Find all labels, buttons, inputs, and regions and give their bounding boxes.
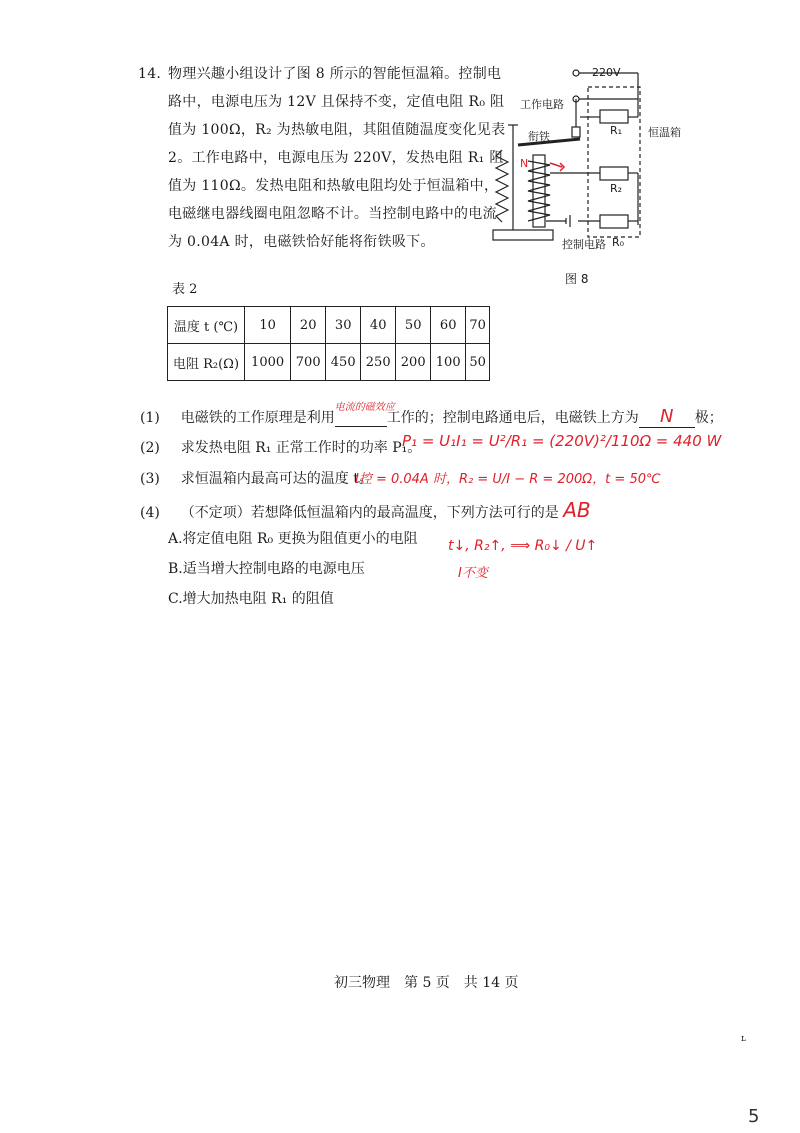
- sub-question-1: [140, 402, 723, 428]
- table-cell: 1000: [245, 344, 291, 381]
- sub-question-2: [140, 437, 421, 457]
- table-row: [168, 344, 490, 381]
- handwritten-answer: AB: [563, 498, 591, 522]
- table-row: [168, 307, 490, 344]
- resistance-table: [167, 306, 490, 381]
- table-cell: 60: [431, 307, 466, 344]
- handwritten-answer: P₁ = U₁I₁ = U²/R₁ = (220V)²/110Ω = 440 W: [402, 432, 722, 450]
- answer-blank: [639, 406, 695, 428]
- table-cell: 100: [431, 344, 466, 381]
- box-label: 恒温箱: [648, 126, 681, 139]
- control-circuit-label: 控制电路: [562, 238, 606, 251]
- page-corner-number: 5: [748, 1106, 760, 1127]
- table-cell: 200: [396, 344, 431, 381]
- question-number: 14.: [138, 66, 162, 82]
- option-a: A.将定值电阻 R₀ 更换为阻值更小的电阻: [168, 531, 418, 547]
- table-cell: 700: [291, 344, 326, 381]
- stem-line: 路中，电源电压为 12V 且保持不变，定值电阻 R₀ 阻: [168, 94, 505, 110]
- answer-blank: [334, 402, 395, 427]
- stem-line: 2。工作电路中，电源电压为 220V，发热电阻 R₁ 阻: [168, 150, 504, 166]
- table-cell: 40: [361, 307, 396, 344]
- r1-label: R₁: [610, 124, 623, 137]
- option-b: B.适当增大控制电路的电源电压: [168, 561, 365, 577]
- stem-line: 电磁继电器线圈电阻忽略不计。当控制电路中的电流: [168, 206, 497, 222]
- page-footer: 初三物理 第 5 页 共 14 页: [334, 975, 519, 991]
- sub-text: 求发热电阻 R₁ 正常工作时的功率 P₁。: [180, 440, 422, 456]
- pole-mark: N: [520, 157, 529, 170]
- figure-caption: 图 8: [565, 272, 589, 286]
- stray-mark: ʟ: [741, 1034, 746, 1044]
- work-circuit-label: 工作电路: [520, 98, 564, 111]
- stem-line: 值为 110Ω。发热电阻和热敏电阻均处于恒温箱中，: [168, 178, 499, 194]
- handwritten-answer: I控 = 0.04A 时，R₂ = U/I − R = 200Ω，t = 50℃: [355, 472, 661, 487]
- sub-text: 极；: [694, 410, 723, 426]
- sub-number: (1): [140, 410, 160, 426]
- handwritten-note: t↓, R₂↑, ⟹ R₀↓ / U↑: [448, 538, 598, 554]
- table-cell: 30: [326, 307, 361, 344]
- r0-label: R₀: [612, 236, 625, 249]
- sub-number: (2): [140, 440, 160, 456]
- row-label: 电阻 R₂(Ω): [168, 344, 245, 381]
- question-stem: [168, 60, 506, 256]
- header-label: 温度 t (℃): [168, 307, 245, 344]
- option-c: C.增大加热电阻 R₁ 的阻值: [168, 591, 334, 607]
- r2-label: R₂: [610, 182, 623, 195]
- sub-number: (3): [140, 471, 160, 487]
- sub-text: 电磁铁的工作原理是利用: [180, 410, 335, 426]
- table-cell: 50: [466, 344, 490, 381]
- handwritten-note: I不变: [458, 566, 488, 581]
- sub-question-3: [140, 468, 373, 488]
- sub-text: 求恒温箱内最高可达的温度 t。: [180, 471, 373, 487]
- armature-label: 衔铁: [528, 130, 550, 143]
- table-cell: 50: [396, 307, 431, 344]
- table-cell: 450: [326, 344, 361, 381]
- circuit-diagram: [488, 55, 688, 255]
- stem-line: 为 0.04A 时，电磁铁恰好能将衔铁吸下。: [168, 234, 435, 250]
- voltage-label: 220V: [592, 66, 621, 79]
- table-cell: 250: [361, 344, 396, 381]
- table-cell: 10: [245, 307, 291, 344]
- handwritten-answer: 电流的磁效应: [334, 402, 395, 413]
- table-cell: 20: [291, 307, 326, 344]
- sub-text: 工作的；控制电路通电后，电磁铁上方为: [386, 410, 639, 426]
- handwritten-answer: N: [660, 406, 674, 427]
- table-caption: 表 2: [172, 282, 198, 297]
- table-cell: 70: [466, 307, 490, 344]
- stem-line: 值为 100Ω，R₂ 为热敏电阻，其阻值随温度变化见表: [168, 122, 506, 138]
- sub-number: (4): [140, 505, 160, 521]
- sub-text: （不定项）若想降低恒温箱内的最高温度，下列方法可行的是: [180, 505, 559, 521]
- stem-line: 物理兴趣小组设计了图 8 所示的智能恒温箱。控制电: [168, 66, 502, 82]
- sub-question-4: [140, 498, 591, 522]
